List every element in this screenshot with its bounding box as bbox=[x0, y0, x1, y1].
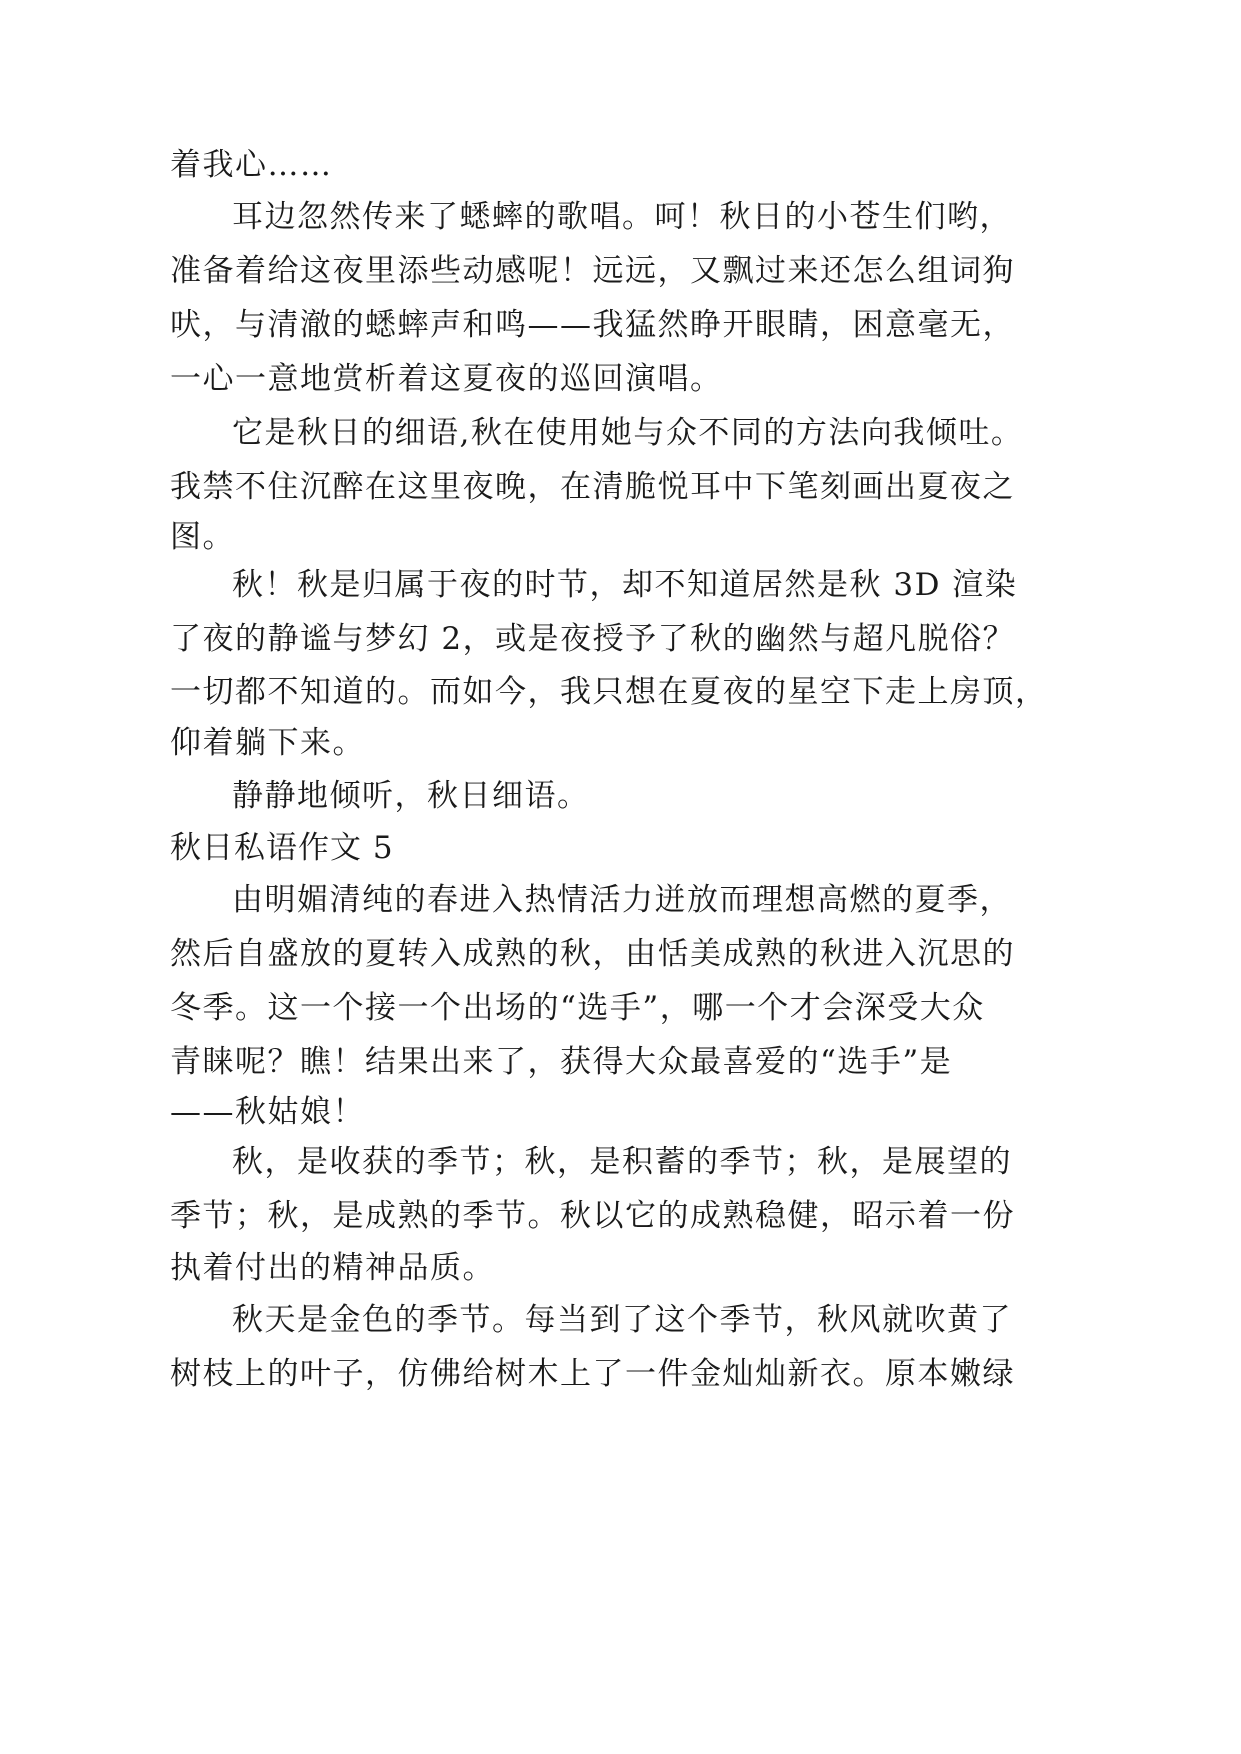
text-line: 一切都不知道的。而如今，我只想在夏夜的星空下走上房顶， bbox=[170, 674, 1048, 710]
text-line: 青睐呢？瞧！结果出来了，获得大众最喜爱的“选手”是 bbox=[170, 1044, 953, 1080]
text-line: 冬季。这一个接一个出场的“选手”，哪一个才会深受大众 bbox=[170, 990, 985, 1026]
text-line: 然后自盛放的夏转入成熟的秋，由恬美成熟的秋进入沉思的 bbox=[170, 936, 1015, 972]
paragraph-first-line: 秋！秋是归属于夜的时节，却不知道居然是秋 3D 渲染 bbox=[232, 567, 1018, 603]
paragraph-first-line: 静静地倾听，秋日细语。 bbox=[232, 778, 590, 814]
paragraph-first-line: 由明媚清纯的春进入热情活力迸放而理想高燃的夏季， bbox=[232, 882, 1012, 918]
text-line: 吠，与清澈的蟋蟀声和鸣——我猛然睁开眼睛，困意毫无， bbox=[170, 307, 1015, 343]
paragraph-first-line: 秋，是收获的季节；秋，是积蓄的季节；秋，是展望的 bbox=[232, 1144, 1012, 1180]
text-line: 了夜的静谧与梦幻 2，或是夜授予了秋的幽然与超凡脱俗？ bbox=[170, 621, 1016, 657]
text-line: 图。 bbox=[170, 519, 235, 555]
text-line: 着我心…… bbox=[170, 147, 333, 183]
text-line: 季节；秋，是成熟的季节。秋以它的成熟稳健，昭示着一份 bbox=[170, 1198, 1015, 1234]
text-line: 我禁不住沉醉在这里夜晚，在清脆悦耳中下笔刻画出夏夜之 bbox=[170, 469, 1015, 505]
paragraph-first-line: 它是秋日的细语,秋在使用她与众不同的方法向我倾吐。 bbox=[232, 415, 1024, 451]
text-line: 执着付出的精神品质。 bbox=[170, 1250, 495, 1286]
text-line: 仰着躺下来。 bbox=[170, 725, 365, 761]
section-heading: 秋日私语作文 5 bbox=[170, 830, 394, 866]
text-line: 树枝上的叶子，仿佛给树木上了一件金灿灿新衣。原本嫩绿 bbox=[170, 1356, 1015, 1392]
text-line: 一心一意地赏析着这夏夜的巡回演唱。 bbox=[170, 361, 723, 397]
text-line: ——秋姑娘！ bbox=[170, 1094, 365, 1130]
paragraph-first-line: 耳边忽然传来了蟋蟀的歌唱。呵！秋日的小苍生们哟， bbox=[232, 199, 1012, 235]
text-line: 准备着给这夜里添些动感呢！远远，又飘过来还怎么组词狗 bbox=[170, 253, 1015, 289]
paragraph-first-line: 秋天是金色的季节。每当到了这个季节，秋风就吹黄了 bbox=[232, 1302, 1012, 1338]
